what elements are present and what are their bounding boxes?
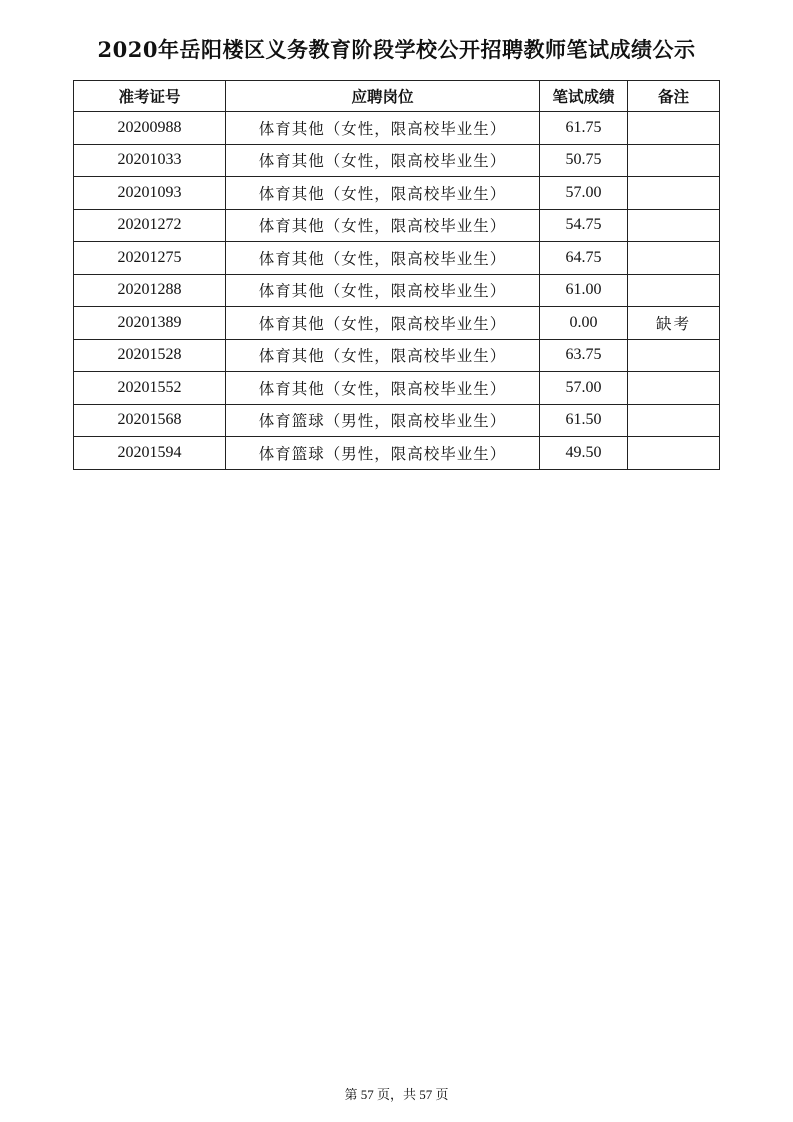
table-row <box>74 437 720 470</box>
exam-id-cell: 20201272 <box>74 209 226 242</box>
position-cell: 体育其他（女性，限高校毕业生） <box>226 339 540 372</box>
header-exam-id: 准考证号 <box>74 81 226 112</box>
score-cell: 57.00 <box>540 372 628 405</box>
table-row <box>74 242 720 275</box>
table-row <box>74 339 720 372</box>
header-score: 笔试成绩 <box>540 81 628 112</box>
remarks-cell <box>628 339 720 372</box>
position-cell: 体育其他（女性，限高校毕业生） <box>226 144 540 177</box>
scores-table <box>73 80 720 470</box>
remarks-cell <box>628 274 720 307</box>
exam-id-cell: 20201594 <box>74 437 226 470</box>
position-cell: 体育其他（女性，限高校毕业生） <box>226 274 540 307</box>
position-cell: 体育其他（女性，限高校毕业生） <box>226 242 540 275</box>
score-cell: 64.75 <box>540 242 628 275</box>
exam-id-cell: 20201389 <box>74 307 226 340</box>
table-row <box>74 404 720 437</box>
score-cell: 49.50 <box>540 437 628 470</box>
position-cell: 体育其他（女性，限高校毕业生） <box>226 372 540 405</box>
exam-id-cell: 20201288 <box>74 274 226 307</box>
header-position: 应聘岗位 <box>226 81 540 112</box>
score-cell: 0.00 <box>540 307 628 340</box>
exam-id-cell: 20201528 <box>74 339 226 372</box>
table-row <box>74 177 720 210</box>
remarks-cell <box>628 144 720 177</box>
score-cell: 50.75 <box>540 144 628 177</box>
table-row <box>74 372 720 405</box>
position-cell: 体育其他（女性，限高校毕业生） <box>226 112 540 145</box>
table-row <box>74 274 720 307</box>
exam-id-cell: 20201275 <box>74 242 226 275</box>
table-row <box>74 112 720 145</box>
position-cell: 体育其他（女性，限高校毕业生） <box>226 177 540 210</box>
score-cell: 63.75 <box>540 339 628 372</box>
remarks-cell: 缺考 <box>628 307 720 340</box>
remarks-cell <box>628 372 720 405</box>
remarks-cell <box>628 112 720 145</box>
position-cell: 体育其他（女性，限高校毕业生） <box>226 307 540 340</box>
exam-id-cell: 20201552 <box>74 372 226 405</box>
exam-id-cell: 20201093 <box>74 177 226 210</box>
score-cell: 61.75 <box>540 112 628 145</box>
exam-id-cell: 20201568 <box>74 404 226 437</box>
table-header-row <box>74 81 720 112</box>
table-row <box>74 144 720 177</box>
exam-id-cell: 20201033 <box>74 144 226 177</box>
position-cell: 体育其他（女性，限高校毕业生） <box>226 209 540 242</box>
score-cell: 54.75 <box>540 209 628 242</box>
remarks-cell <box>628 404 720 437</box>
score-cell: 57.00 <box>540 177 628 210</box>
remarks-cell <box>628 437 720 470</box>
position-cell: 体育篮球（男性，限高校毕业生） <box>226 404 540 437</box>
table-row <box>74 209 720 242</box>
remarks-cell <box>628 209 720 242</box>
page-footer: 第 57 页，共 57 页 <box>344 1087 449 1102</box>
page-title: 2020年岳阳楼区义务教育阶段学校公开招聘教师笔试成绩公示 <box>97 37 696 62</box>
exam-id-cell: 20200988 <box>74 112 226 145</box>
score-cell: 61.50 <box>540 404 628 437</box>
score-cell: 61.00 <box>540 274 628 307</box>
remarks-cell <box>628 242 720 275</box>
position-cell: 体育篮球（男性，限高校毕业生） <box>226 437 540 470</box>
remarks-cell <box>628 177 720 210</box>
header-remarks: 备注 <box>628 81 720 112</box>
table-row <box>74 307 720 340</box>
